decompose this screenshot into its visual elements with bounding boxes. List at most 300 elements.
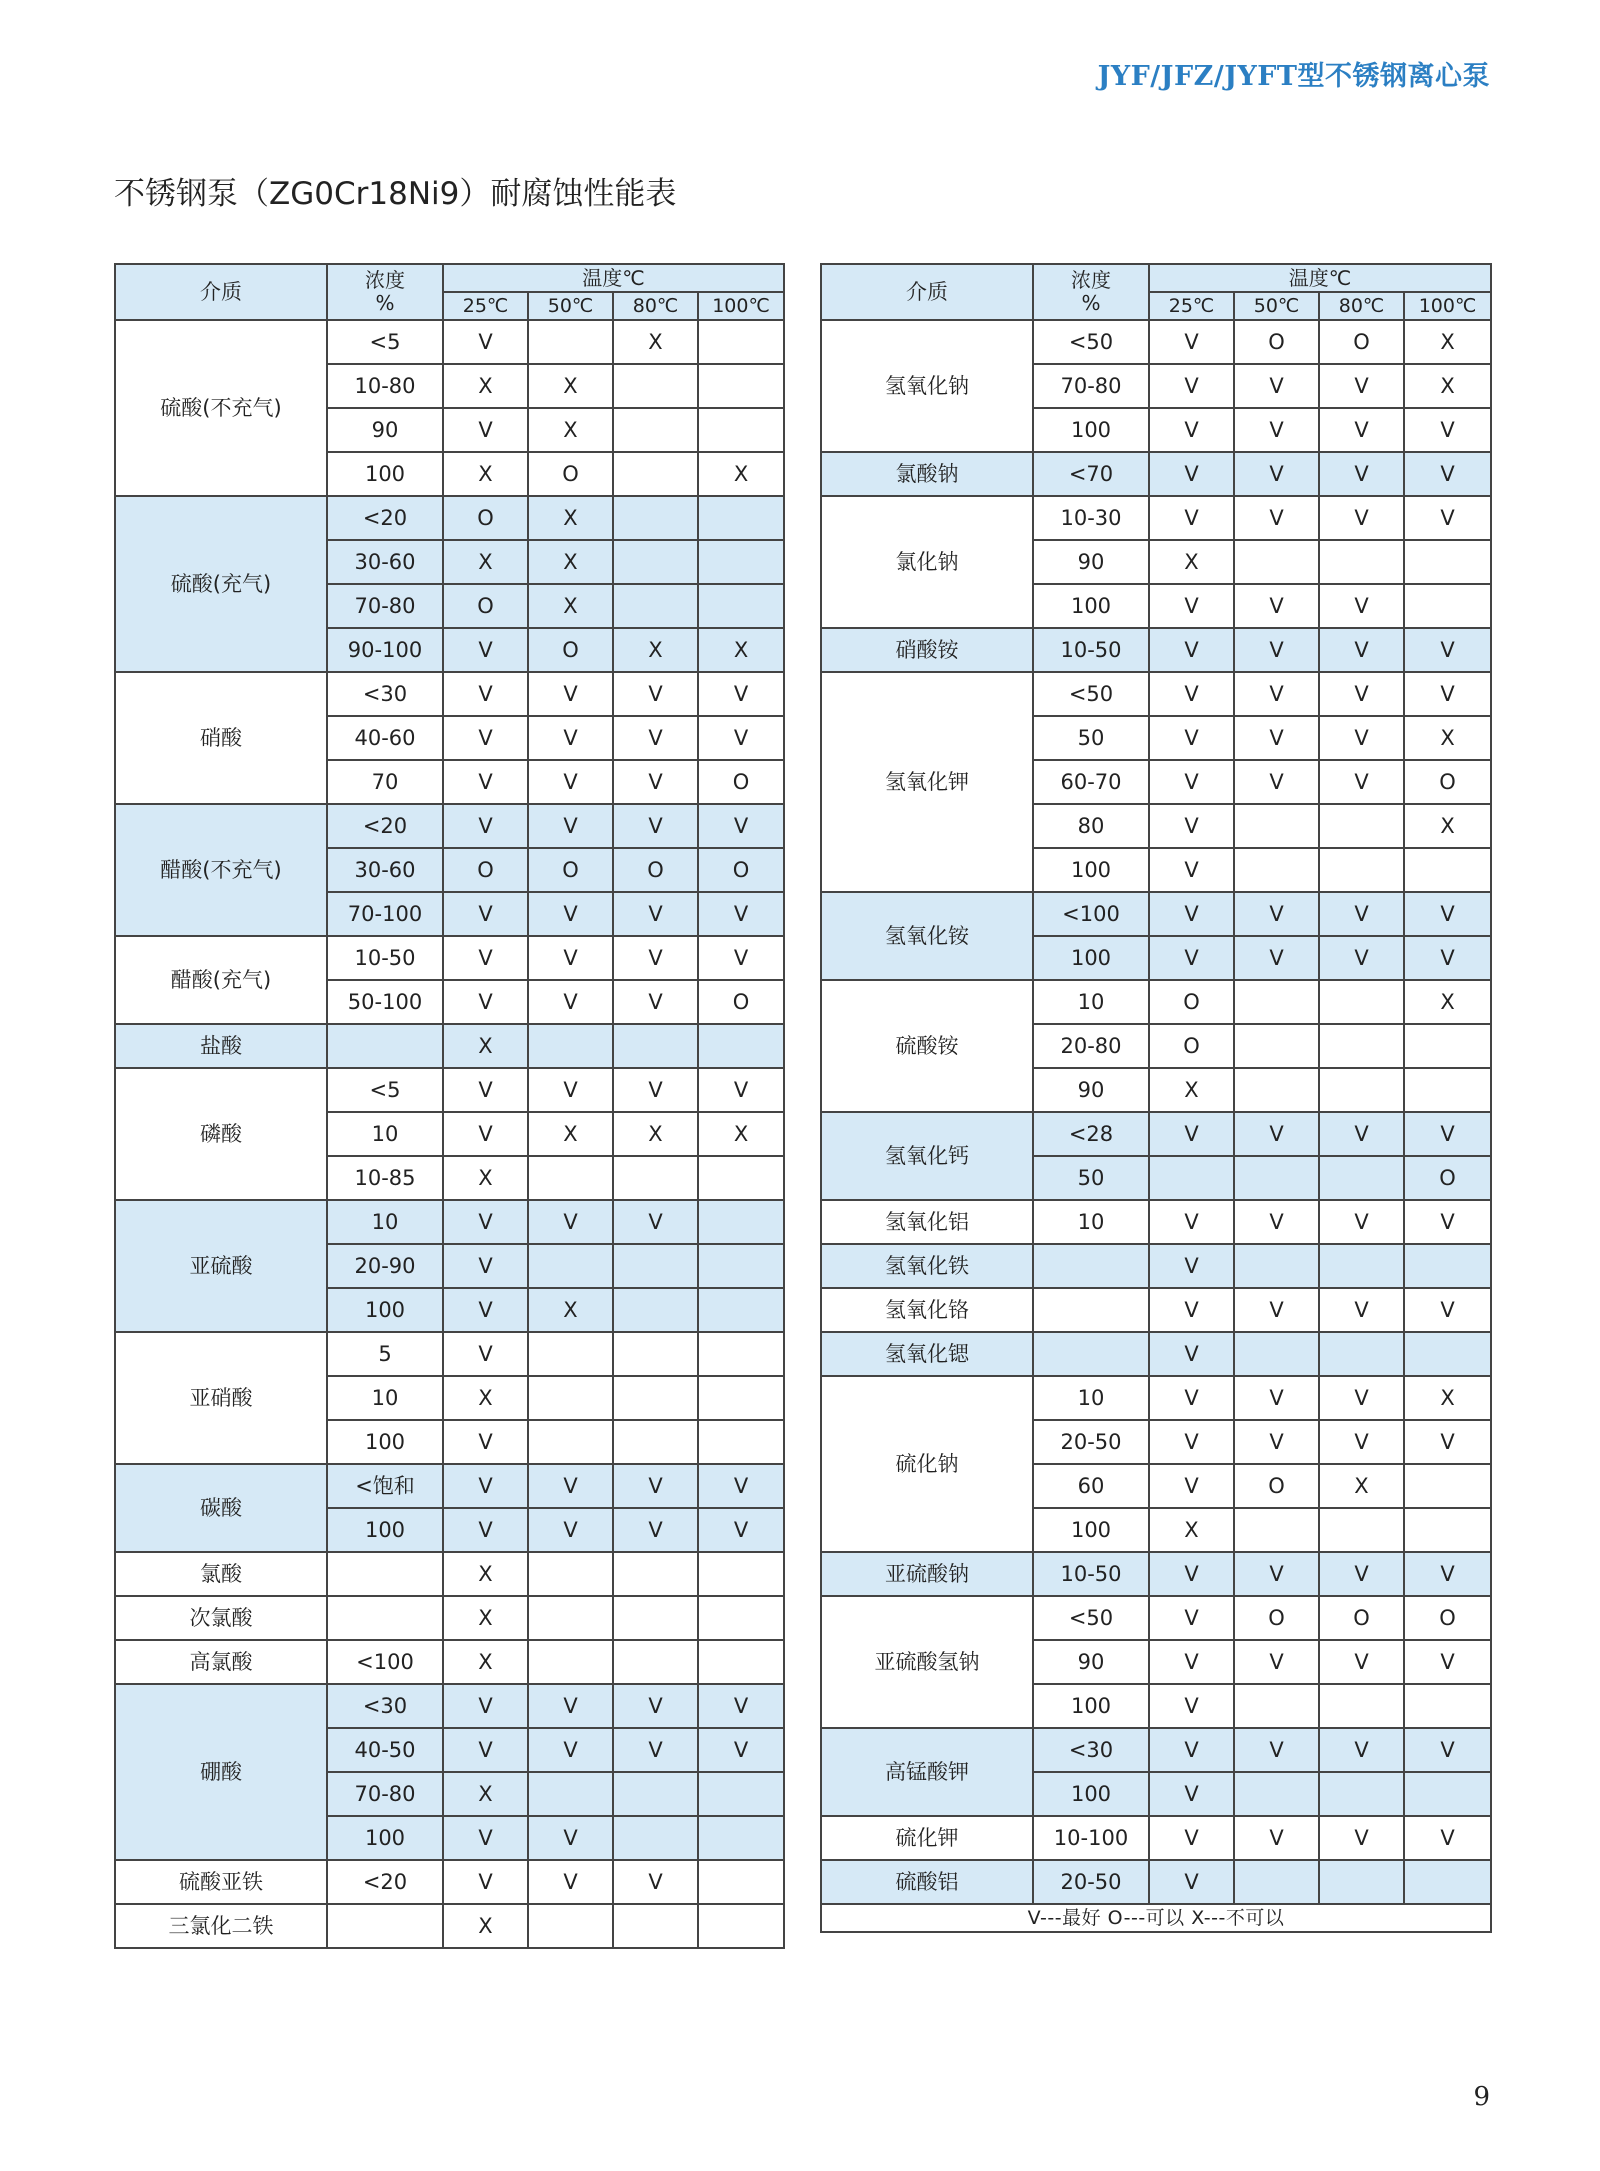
- medium-cell: 氢氧化钙: [821, 1112, 1033, 1200]
- medium-cell: 氢氧化铵: [821, 892, 1033, 980]
- rating-cell: O: [1404, 1596, 1491, 1640]
- rating-cell: O: [698, 760, 784, 804]
- table-row: [115, 1552, 784, 1596]
- concentration-cell: 100: [1033, 848, 1149, 892]
- rating-cell: V: [1149, 1200, 1234, 1244]
- header-concentration-label: 浓度: [1071, 268, 1111, 292]
- concentration-cell: 80: [1033, 804, 1149, 848]
- rating-cell: V: [1149, 496, 1234, 540]
- header-concentration: [327, 264, 443, 320]
- concentration-cell: 10-50: [1033, 1552, 1149, 1596]
- rating-cell: [698, 1376, 784, 1420]
- rating-cell: V: [1149, 892, 1234, 936]
- rating-cell: [698, 1288, 784, 1332]
- header-medium: 介质: [821, 264, 1033, 320]
- rating-cell: V: [1404, 1728, 1491, 1772]
- medium-cell: 碳酸: [115, 1464, 327, 1552]
- rating-cell: V: [443, 672, 528, 716]
- concentration-cell: 10-100: [1033, 1816, 1149, 1860]
- rating-cell: O: [698, 980, 784, 1024]
- rating-cell: [613, 584, 698, 628]
- rating-cell: [613, 540, 698, 584]
- rating-cell: [613, 1640, 698, 1684]
- rating-cell: [528, 1420, 613, 1464]
- rating-cell: [1319, 1024, 1404, 1068]
- medium-cell: 氢氧化钾: [821, 672, 1033, 892]
- rating-cell: V: [443, 1244, 528, 1288]
- header-temp-100: 100℃: [1404, 292, 1491, 320]
- rating-cell: V: [1149, 584, 1234, 628]
- rating-cell: V: [1149, 1552, 1234, 1596]
- table-row: [115, 1332, 784, 1376]
- concentration-cell: <50: [1033, 672, 1149, 716]
- rating-cell: V: [528, 980, 613, 1024]
- medium-cell: 亚硫酸钠: [821, 1552, 1033, 1596]
- concentration-cell: <100: [327, 1640, 443, 1684]
- concentration-cell: 40-50: [327, 1728, 443, 1772]
- rating-cell: V: [1234, 1112, 1319, 1156]
- rating-cell: V: [1404, 1112, 1491, 1156]
- rating-cell: V: [1149, 716, 1234, 760]
- rating-cell: V: [528, 1200, 613, 1244]
- rating-cell: X: [1404, 980, 1491, 1024]
- rating-cell: V: [443, 1332, 528, 1376]
- rating-cell: X: [443, 1552, 528, 1596]
- rating-cell: [698, 540, 784, 584]
- rating-cell: O: [443, 584, 528, 628]
- concentration-cell: 100: [1033, 936, 1149, 980]
- legend: V---最好 O---可以 X---不可以: [821, 1904, 1491, 1932]
- rating-cell: V: [1234, 1640, 1319, 1684]
- rating-cell: V: [1149, 1816, 1234, 1860]
- rating-cell: [1234, 540, 1319, 584]
- rating-cell: V: [528, 892, 613, 936]
- medium-cell: 高氯酸: [115, 1640, 327, 1684]
- concentration-cell: [327, 1904, 443, 1948]
- rating-cell: O: [1234, 1596, 1319, 1640]
- concentration-cell: 30-60: [327, 540, 443, 584]
- rating-cell: [1234, 1772, 1319, 1816]
- rating-cell: X: [528, 1112, 613, 1156]
- table-row: [115, 496, 784, 540]
- table-row: [115, 320, 784, 364]
- concentration-cell: 10: [327, 1200, 443, 1244]
- rating-cell: X: [528, 496, 613, 540]
- concentration-cell: 60-70: [1033, 760, 1149, 804]
- rating-cell: X: [443, 1156, 528, 1200]
- header-concentration: [1033, 264, 1149, 320]
- rating-cell: [613, 1156, 698, 1200]
- concentration-cell: 10: [1033, 1376, 1149, 1420]
- rating-cell: [1319, 1508, 1404, 1552]
- concentration-cell: [327, 1552, 443, 1596]
- rating-cell: [1404, 1244, 1491, 1288]
- rating-cell: V: [1319, 584, 1404, 628]
- rating-cell: V: [1234, 1816, 1319, 1860]
- rating-cell: V: [1149, 1860, 1234, 1904]
- rating-cell: [698, 1552, 784, 1596]
- rating-cell: V: [1234, 936, 1319, 980]
- rating-cell: [613, 1376, 698, 1420]
- rating-cell: [613, 496, 698, 540]
- rating-cell: V: [1149, 1244, 1234, 1288]
- rating-cell: V: [613, 1860, 698, 1904]
- rating-cell: [613, 364, 698, 408]
- rating-cell: V: [1319, 364, 1404, 408]
- concentration-cell: 30-60: [327, 848, 443, 892]
- table-row: [821, 672, 1491, 716]
- rating-cell: V: [1404, 1200, 1491, 1244]
- rating-cell: V: [698, 716, 784, 760]
- rating-cell: V: [1234, 1288, 1319, 1332]
- rating-cell: V: [613, 1464, 698, 1508]
- rating-cell: [613, 408, 698, 452]
- rating-cell: V: [443, 408, 528, 452]
- rating-cell: [528, 1024, 613, 1068]
- table-row: [115, 672, 784, 716]
- rating-cell: X: [613, 320, 698, 364]
- rating-cell: V: [1319, 760, 1404, 804]
- rating-cell: [1404, 1684, 1491, 1728]
- rating-cell: V: [1149, 1288, 1234, 1332]
- concentration-cell: 100: [1033, 1684, 1149, 1728]
- concentration-cell: 5: [327, 1332, 443, 1376]
- concentration-cell: 100: [327, 1508, 443, 1552]
- rating-cell: V: [1234, 584, 1319, 628]
- concentration-cell: 100: [327, 1816, 443, 1860]
- rating-cell: V: [1404, 1420, 1491, 1464]
- table-row: [115, 1904, 784, 1948]
- rating-cell: V: [1404, 1288, 1491, 1332]
- rating-cell: V: [1234, 364, 1319, 408]
- rating-cell: [1234, 804, 1319, 848]
- rating-cell: V: [443, 1816, 528, 1860]
- rating-cell: [528, 1332, 613, 1376]
- header-temp-80: 80℃: [1319, 292, 1404, 320]
- table-row: [115, 1024, 784, 1068]
- rating-cell: V: [443, 716, 528, 760]
- rating-cell: V: [1149, 1728, 1234, 1772]
- concentration-cell: <5: [327, 1068, 443, 1112]
- rating-cell: V: [1319, 1376, 1404, 1420]
- rating-cell: V: [443, 1112, 528, 1156]
- rating-cell: V: [613, 672, 698, 716]
- rating-cell: X: [528, 408, 613, 452]
- rating-cell: [698, 1640, 784, 1684]
- corrosion-table-right: [820, 263, 1492, 1933]
- rating-cell: O: [1404, 760, 1491, 804]
- rating-cell: V: [528, 804, 613, 848]
- header-temp-50: 50℃: [1234, 292, 1319, 320]
- medium-cell: 硝酸铵: [821, 628, 1033, 672]
- rating-cell: V: [1319, 452, 1404, 496]
- rating-cell: V: [528, 1860, 613, 1904]
- rating-cell: V: [1149, 936, 1234, 980]
- rating-cell: O: [1319, 320, 1404, 364]
- rating-cell: [1404, 1464, 1491, 1508]
- rating-cell: [1234, 1068, 1319, 1112]
- rating-cell: X: [1404, 1376, 1491, 1420]
- rating-cell: O: [1234, 1464, 1319, 1508]
- table-row: [821, 1376, 1491, 1420]
- rating-cell: [613, 1288, 698, 1332]
- rating-cell: [1404, 1024, 1491, 1068]
- rating-cell: O: [1149, 1024, 1234, 1068]
- rating-cell: [1404, 540, 1491, 584]
- table-row: [821, 1200, 1491, 1244]
- table-row: [821, 628, 1491, 672]
- rating-cell: V: [613, 980, 698, 1024]
- rating-cell: V: [613, 1068, 698, 1112]
- rating-cell: V: [1319, 1288, 1404, 1332]
- rating-cell: X: [528, 1288, 613, 1332]
- medium-cell: 氢氧化锶: [821, 1332, 1033, 1376]
- medium-cell: 醋酸(充气): [115, 936, 327, 1024]
- medium-cell: 醋酸(不充气): [115, 804, 327, 936]
- table-row: [821, 1332, 1491, 1376]
- rating-cell: X: [1149, 1068, 1234, 1112]
- rating-cell: V: [613, 936, 698, 980]
- table-row: [115, 1596, 784, 1640]
- rating-cell: V: [1234, 1420, 1319, 1464]
- rating-cell: O: [528, 452, 613, 496]
- medium-cell: 亚硫酸氢钠: [821, 1596, 1033, 1728]
- rating-cell: [698, 584, 784, 628]
- header-medium: 介质: [115, 264, 327, 320]
- rating-cell: V: [443, 628, 528, 672]
- concentration-cell: <20: [327, 804, 443, 848]
- concentration-cell: [1033, 1244, 1149, 1288]
- table-row: [115, 936, 784, 980]
- concentration-cell: <50: [1033, 320, 1149, 364]
- page-title: 不锈钢泵（ZG0Cr18Ni9）耐腐蚀性能表: [114, 176, 677, 212]
- header-title: JYF/JFZ/JYFT型不锈钢离心泵: [1097, 61, 1490, 92]
- rating-cell: [1319, 1068, 1404, 1112]
- medium-cell: 硫化钾: [821, 1816, 1033, 1860]
- rating-cell: V: [698, 672, 784, 716]
- rating-cell: [1319, 980, 1404, 1024]
- rating-cell: [1149, 1156, 1234, 1200]
- concentration-cell: 10: [327, 1112, 443, 1156]
- rating-cell: [1319, 848, 1404, 892]
- rating-cell: [1319, 1332, 1404, 1376]
- rating-cell: V: [1149, 760, 1234, 804]
- rating-cell: V: [1319, 1112, 1404, 1156]
- rating-cell: V: [528, 1464, 613, 1508]
- concentration-cell: [327, 1024, 443, 1068]
- concentration-cell: 10-50: [327, 936, 443, 980]
- header-concentration-unit: %: [375, 291, 395, 315]
- rating-cell: [1404, 1860, 1491, 1904]
- rating-cell: [1234, 1024, 1319, 1068]
- rating-cell: V: [698, 1068, 784, 1112]
- header-temp-25: 25℃: [443, 292, 528, 320]
- concentration-cell: 10-85: [327, 1156, 443, 1200]
- rating-cell: V: [1404, 1552, 1491, 1596]
- concentration-cell: 90: [327, 408, 443, 452]
- rating-cell: X: [443, 540, 528, 584]
- medium-cell: 氯酸: [115, 1552, 327, 1596]
- rating-cell: V: [1149, 672, 1234, 716]
- concentration-cell: [1033, 1332, 1149, 1376]
- header-temp-100: 100℃: [698, 292, 784, 320]
- table-row: [821, 1860, 1491, 1904]
- rating-cell: X: [1404, 716, 1491, 760]
- rating-cell: V: [613, 1728, 698, 1772]
- rating-cell: [1319, 1156, 1404, 1200]
- rating-cell: V: [698, 1464, 784, 1508]
- rating-cell: V: [443, 1860, 528, 1904]
- rating-cell: [698, 1816, 784, 1860]
- rating-cell: O: [1234, 320, 1319, 364]
- rating-cell: [1234, 1244, 1319, 1288]
- medium-cell: 三氯化二铁: [115, 1904, 327, 1948]
- rating-cell: V: [443, 1068, 528, 1112]
- table-row: [821, 1552, 1491, 1596]
- rating-cell: V: [443, 1728, 528, 1772]
- medium-cell: 氯酸钠: [821, 452, 1033, 496]
- concentration-cell: <5: [327, 320, 443, 364]
- table-row: [821, 1728, 1491, 1772]
- medium-cell: 亚硫酸: [115, 1200, 327, 1332]
- rating-cell: V: [1149, 848, 1234, 892]
- rating-cell: [698, 408, 784, 452]
- rating-cell: O: [528, 848, 613, 892]
- page-number: 9: [1473, 2082, 1490, 2112]
- rating-cell: [698, 1772, 784, 1816]
- table-row: [115, 1200, 784, 1244]
- rating-cell: V: [1404, 408, 1491, 452]
- rating-cell: [698, 1244, 784, 1288]
- table-row: [115, 1464, 784, 1508]
- rating-cell: V: [698, 804, 784, 848]
- table-row: [115, 804, 784, 848]
- medium-cell: 硫化钠: [821, 1376, 1033, 1552]
- medium-cell: 硫酸铝: [821, 1860, 1033, 1904]
- concentration-cell: 100: [1033, 408, 1149, 452]
- rating-cell: [698, 1904, 784, 1948]
- rating-cell: V: [1149, 1640, 1234, 1684]
- rating-cell: V: [1149, 408, 1234, 452]
- rating-cell: X: [443, 1596, 528, 1640]
- rating-cell: V: [1234, 496, 1319, 540]
- medium-cell: 硫酸铵: [821, 980, 1033, 1112]
- rating-cell: X: [698, 628, 784, 672]
- concentration-cell: 100: [327, 1420, 443, 1464]
- rating-cell: V: [1404, 452, 1491, 496]
- rating-cell: V: [1149, 364, 1234, 408]
- concentration-cell: 20-50: [1033, 1420, 1149, 1464]
- rating-cell: V: [1149, 1464, 1234, 1508]
- rating-cell: V: [528, 1728, 613, 1772]
- rating-cell: X: [443, 1904, 528, 1948]
- rating-cell: V: [1319, 936, 1404, 980]
- table-row: [821, 1288, 1491, 1332]
- rating-cell: [698, 1156, 784, 1200]
- rating-cell: V: [1149, 1112, 1234, 1156]
- concentration-cell: <20: [327, 1860, 443, 1904]
- concentration-cell: 100: [327, 1288, 443, 1332]
- rating-cell: X: [1404, 804, 1491, 848]
- rating-cell: [1234, 980, 1319, 1024]
- rating-cell: V: [1149, 1684, 1234, 1728]
- rating-cell: X: [443, 1376, 528, 1420]
- concentration-cell: 60: [1033, 1464, 1149, 1508]
- concentration-cell: 90: [1033, 1640, 1149, 1684]
- rating-cell: V: [1149, 1332, 1234, 1376]
- concentration-cell: 100: [1033, 1508, 1149, 1552]
- rating-cell: O: [1149, 980, 1234, 1024]
- rating-cell: [528, 1904, 613, 1948]
- concentration-cell: 70-100: [327, 892, 443, 936]
- rating-cell: O: [1404, 1156, 1491, 1200]
- header-temp-50: 50℃: [528, 292, 613, 320]
- rating-cell: V: [1319, 628, 1404, 672]
- rating-cell: [698, 496, 784, 540]
- rating-cell: [1234, 1332, 1319, 1376]
- concentration-cell: <30: [1033, 1728, 1149, 1772]
- table-row: [115, 1640, 784, 1684]
- rating-cell: V: [528, 1068, 613, 1112]
- concentration-cell: 90-100: [327, 628, 443, 672]
- rating-cell: V: [1319, 1640, 1404, 1684]
- table-row: [115, 1068, 784, 1112]
- concentration-cell: 10-30: [1033, 496, 1149, 540]
- table-row: [821, 1112, 1491, 1156]
- rating-cell: V: [528, 1684, 613, 1728]
- rating-cell: [1234, 1860, 1319, 1904]
- concentration-cell: 10-50: [1033, 628, 1149, 672]
- header-concentration-label: 浓度: [365, 268, 405, 292]
- rating-cell: [1404, 1332, 1491, 1376]
- rating-cell: [1404, 1068, 1491, 1112]
- table-row: [821, 1244, 1491, 1288]
- rating-cell: V: [1319, 408, 1404, 452]
- rating-cell: V: [1234, 1728, 1319, 1772]
- rating-cell: V: [1149, 1596, 1234, 1640]
- rating-cell: [1234, 1156, 1319, 1200]
- rating-cell: V: [1234, 452, 1319, 496]
- table-row: [821, 1596, 1491, 1640]
- rating-cell: [1319, 1244, 1404, 1288]
- rating-cell: V: [443, 320, 528, 364]
- rating-cell: [698, 320, 784, 364]
- rating-cell: V: [1404, 1816, 1491, 1860]
- header-temperature: 温度℃: [443, 264, 784, 292]
- rating-cell: [1319, 804, 1404, 848]
- rating-cell: V: [613, 892, 698, 936]
- rating-cell: V: [443, 1200, 528, 1244]
- rating-cell: V: [1319, 1420, 1404, 1464]
- rating-cell: V: [1149, 1772, 1234, 1816]
- rating-cell: V: [1404, 628, 1491, 672]
- concentration-cell: 70-80: [327, 584, 443, 628]
- header-temp-80: 80℃: [613, 292, 698, 320]
- rating-cell: [613, 1244, 698, 1288]
- concentration-cell: 100: [1033, 1772, 1149, 1816]
- concentration-cell: [327, 1596, 443, 1640]
- rating-cell: X: [443, 1772, 528, 1816]
- rating-cell: O: [1319, 1596, 1404, 1640]
- rating-cell: [613, 1816, 698, 1860]
- rating-cell: [613, 1772, 698, 1816]
- rating-cell: V: [528, 936, 613, 980]
- concentration-cell: 20-80: [1033, 1024, 1149, 1068]
- rating-cell: [1319, 1772, 1404, 1816]
- rating-cell: O: [613, 848, 698, 892]
- rating-cell: V: [443, 1508, 528, 1552]
- rating-cell: [613, 1596, 698, 1640]
